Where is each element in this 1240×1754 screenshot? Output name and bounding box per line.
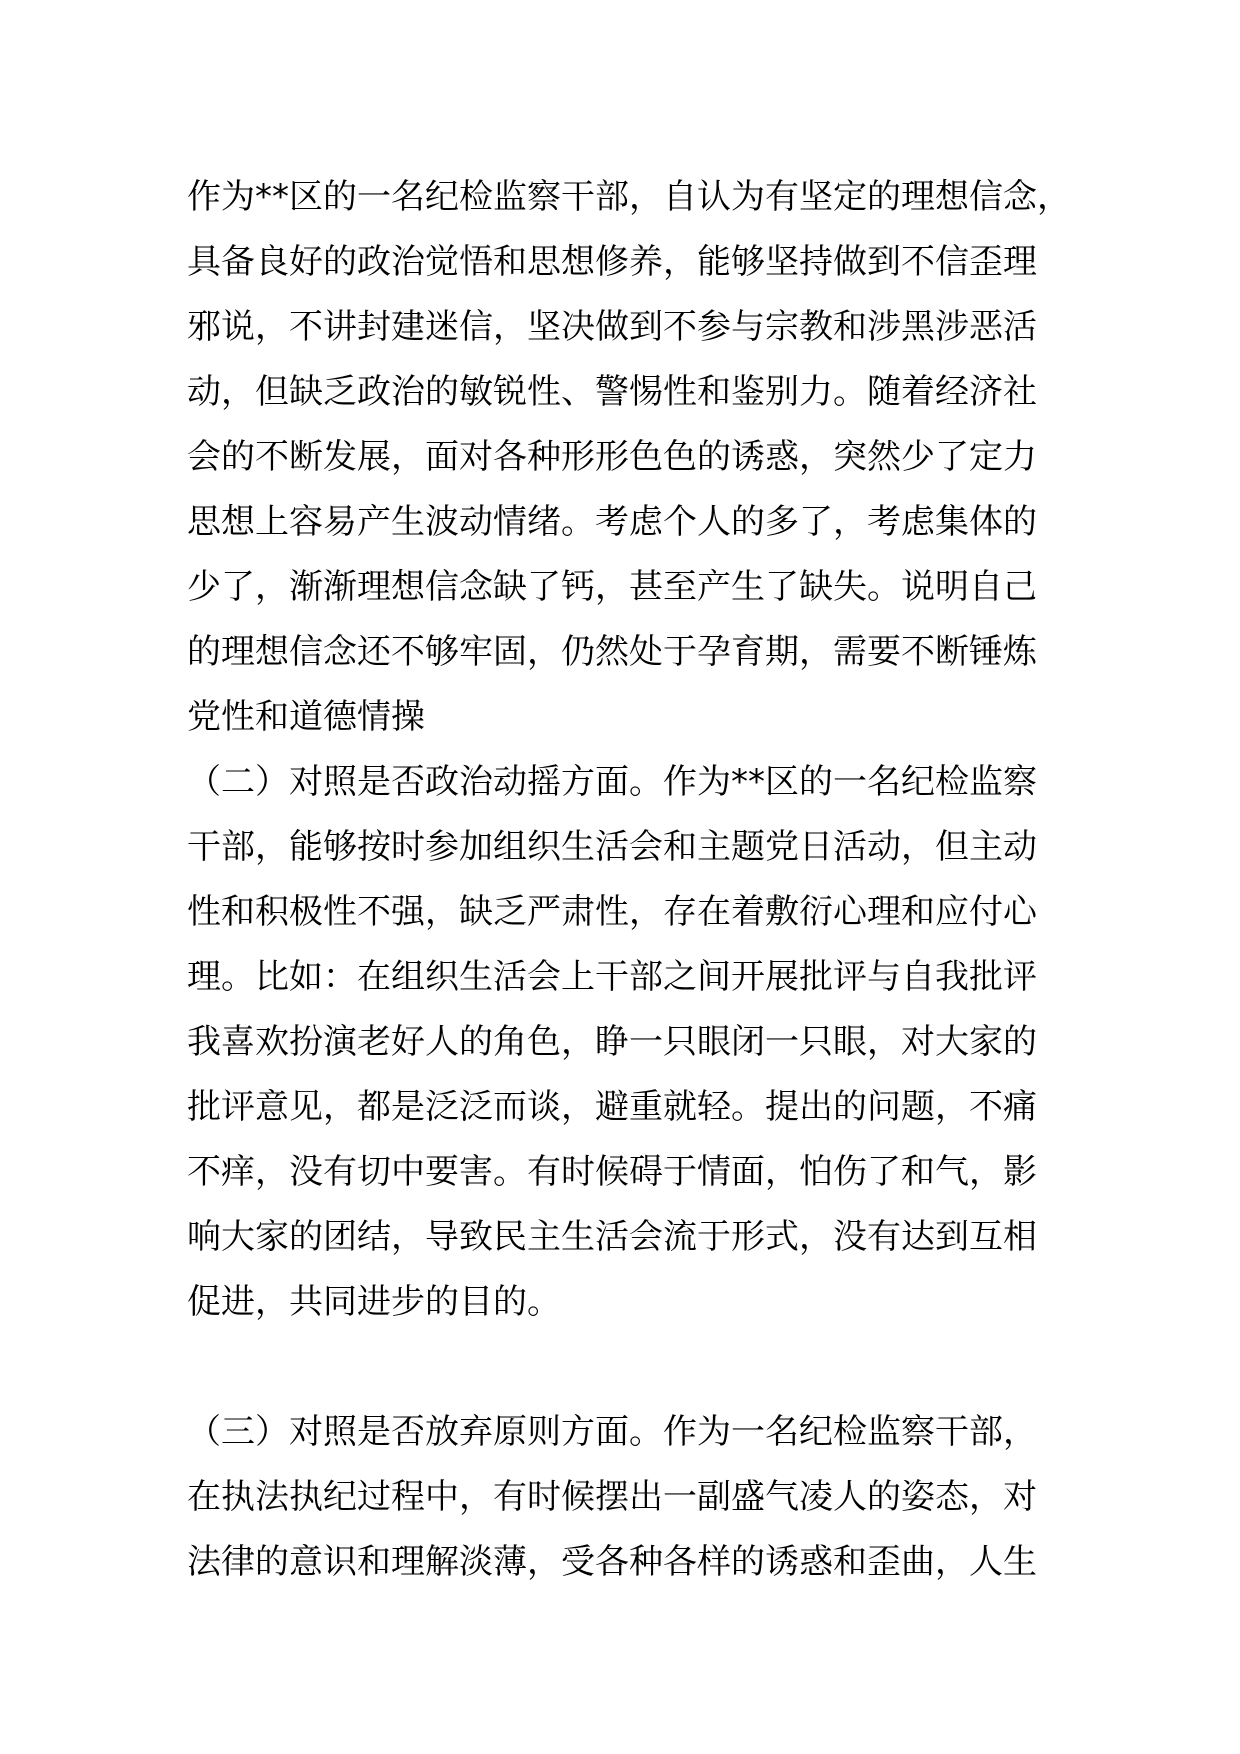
text-line: 响大家的团结，导致民主生活会流于形式，没有达到互相: [187, 1217, 1037, 1257]
text-line: 动，但缺乏政治的敏锐性、警惕性和鉴别力。随着经济社: [187, 372, 1037, 412]
paragraph-political-wavering: [187, 750, 1087, 1335]
text-line: 少了，渐渐理想信念缺了钙，甚至产生了缺失。说明自己: [187, 567, 1037, 607]
paragraph-ideals-and-beliefs: [187, 165, 1087, 750]
text-line: 的理想信念还不够牢固，仍然处于孕育期，需要不断锤炼: [187, 632, 1037, 672]
text-line: 理。比如：在组织生活会上干部之间开展批评与自我批评: [187, 957, 1037, 997]
text-line: 不痒，没有切中要害。有时候碍于情面，怕伤了和气，影: [187, 1152, 1037, 1192]
text-line: 在执法执纪过程中，有时候摆出一副盛气凌人的姿态，对: [187, 1477, 1037, 1517]
section-heading-line: （二）对照是否政治动摇方面。作为**区的一名纪检监察: [187, 762, 1037, 802]
text-line: 法律的意识和理解淡薄，受各种各样的诱惑和歪曲，人生: [187, 1542, 1037, 1582]
text-line: 干部，能够按时参加组织生活会和主题党日活动，但主动: [187, 827, 1037, 867]
section-heading-line: （三）对照是否放弃原则方面。作为一名纪检监察干部，: [187, 1412, 1037, 1452]
text-line: 批评意见，都是泛泛而谈，避重就轻。提出的问题，不痛: [187, 1087, 1037, 1127]
text-line: 思想上容易产生波动情绪。考虑个人的多了，考虑集体的: [187, 502, 1037, 542]
paragraph-abandoning-principles: [187, 1400, 1087, 1595]
text-line: 会的不断发展，面对各种形形色色的诱惑，突然少了定力: [187, 437, 1037, 477]
text-line: 性和积极性不强，缺乏严肃性，存在着敷衍心理和应付心: [187, 892, 1037, 932]
text-line: 邪说，不讲封建迷信，坚决做到不参与宗教和涉黑涉恶活: [187, 307, 1037, 347]
text-line: 我喜欢扮演老好人的角色，睁一只眼闭一只眼，对大家的: [187, 1022, 1037, 1062]
text-line: 具备良好的政治觉悟和思想修养，能够坚持做到不信歪理: [187, 242, 1037, 282]
text-line: 作为**区的一名纪检监察干部，自认为有坚定的理想信念，: [187, 177, 1071, 217]
text-line: 党性和道德情操: [187, 697, 425, 737]
text-line: 促进，共同进步的目的。: [187, 1282, 561, 1322]
